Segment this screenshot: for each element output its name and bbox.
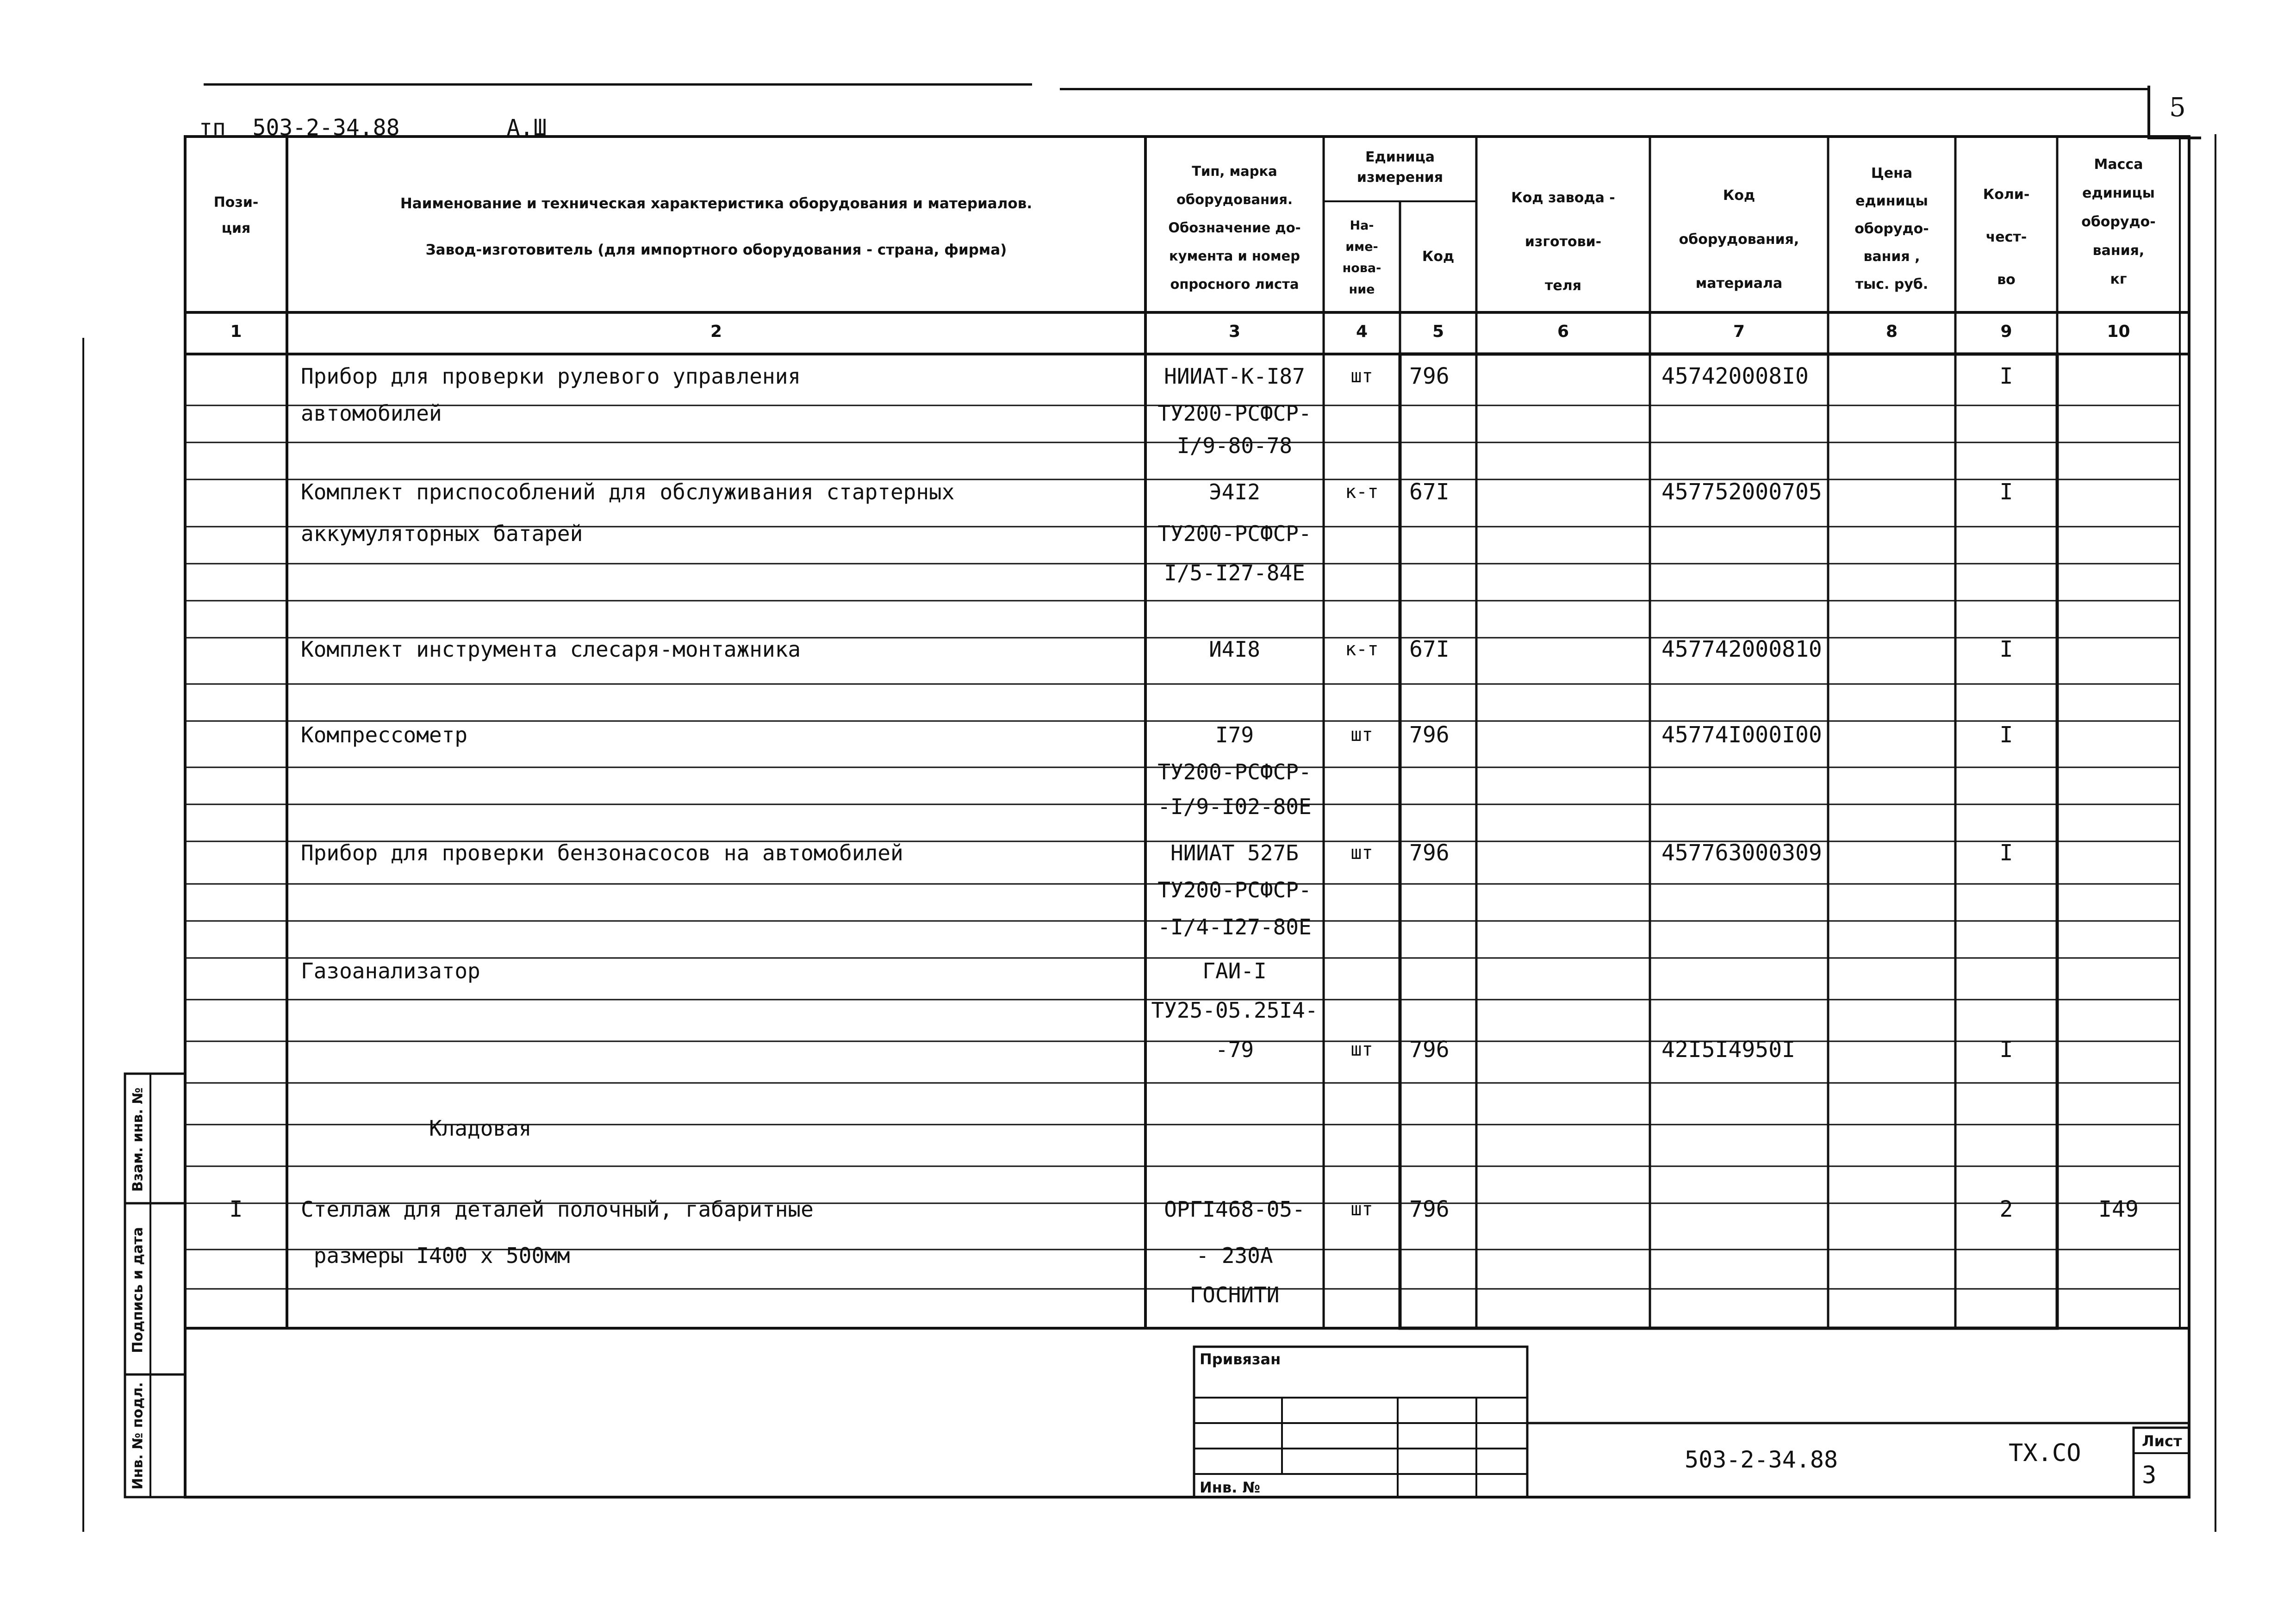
col-number: 8 — [1885, 322, 1898, 341]
cell-type: - 230А — [1196, 1243, 1273, 1268]
cell-name: Кладовая — [301, 1116, 532, 1141]
cell-pos: I — [229, 1196, 243, 1222]
cell-unit: шт — [1350, 1199, 1373, 1220]
cell-unit: к-т — [1345, 481, 1379, 503]
footer-doc-number: 503-2-34.88 — [1685, 1446, 1838, 1473]
cell-type: НИИАТ-К-I87 — [1164, 364, 1305, 389]
cell-type: ТУ200-РСФСР- — [1157, 521, 1312, 546]
cell-eq: 457752000705 — [1661, 479, 1822, 505]
col-number: 6 — [1557, 322, 1569, 341]
col-header-pos: Пози- ция — [213, 194, 259, 236]
cell-name: Комплект инструмента слесаря-монтажника — [301, 637, 801, 662]
side-stamp-signature-date: Подпись и дата — [130, 1227, 146, 1353]
cell-eq: 42I5I4950I — [1661, 1037, 1795, 1063]
cell-name: Стеллаж для деталей полочный, габаритные — [301, 1197, 814, 1222]
col-number: 3 — [1228, 322, 1241, 341]
cell-qty: I — [1999, 636, 2013, 662]
cell-name: Газоанализатор — [301, 958, 480, 983]
footer-doc-code: ТХ.СО — [2009, 1439, 2081, 1467]
cell-type: ГОСНИТИ — [1189, 1282, 1280, 1307]
cell-ucode: 796 — [1409, 363, 1450, 389]
side-stamp-vzam-inv: Взам. инв. № — [130, 1087, 146, 1192]
cell-eq: 457763000309 — [1661, 840, 1822, 866]
cell-qty: I — [1999, 1037, 2013, 1063]
cell-unit: шт — [1350, 842, 1373, 864]
cell-unit: шт — [1350, 366, 1373, 387]
col-number: 4 — [1356, 322, 1368, 341]
cell-ucode: 67I — [1409, 636, 1450, 662]
col-number: 5 — [1432, 322, 1444, 341]
col-header-price: Цена единицы оборудо- вания , тыс. руб. — [1854, 165, 1929, 292]
cell-type: И4I8 — [1209, 637, 1260, 662]
col-header-mass: Масса единицы оборудо- вания, кг — [2081, 156, 2156, 287]
cell-type: ГАИ-I — [1202, 958, 1267, 983]
col-number: 7 — [1733, 322, 1745, 341]
footer-privyazan: Привязан — [1200, 1350, 1281, 1368]
cell-eq: 457420008I0 — [1661, 363, 1809, 389]
cell-type: -I/9-I02-80Е — [1157, 794, 1312, 819]
col-header-type: Тип, марка оборудования. Обозначение до- кумента и номер опросного листа — [1168, 163, 1301, 292]
cell-type: I79 — [1215, 722, 1254, 747]
cell-mass: I49 — [2098, 1196, 2139, 1222]
document-code: тп 503-2-34.88 А.Ш — [199, 115, 547, 141]
cell-type: ТУ200-РСФСР- — [1157, 401, 1312, 426]
cell-type: Э4I2 — [1209, 479, 1260, 504]
cell-type: НИИАТ 527Б — [1170, 840, 1299, 865]
cell-name: автомобилей — [301, 401, 442, 426]
page-number: 5 — [2169, 93, 2186, 123]
col-number: 2 — [710, 322, 722, 341]
cell-unit: шт — [1350, 724, 1373, 746]
cell-unit: шт — [1350, 1039, 1373, 1060]
cell-qty: 2 — [1999, 1196, 2013, 1222]
col-header-factory: Код завода - изготови- теля — [1511, 190, 1615, 294]
cell-ucode: 796 — [1409, 1037, 1450, 1063]
col-header-unit-code: Код — [1422, 249, 1455, 265]
cell-name: размеры I400 х 500мм — [301, 1243, 570, 1268]
cell-type: ТУ200-РСФСР- — [1157, 877, 1312, 902]
cell-name: Прибор для проверки рулевого управления — [301, 364, 801, 389]
col-header-qty: Коли- чест- во — [1983, 187, 2030, 288]
cell-qty: I — [1999, 722, 2013, 748]
cell-eq: 45774I000I00 — [1661, 722, 1822, 748]
cell-type: ТУ25-05.25I4- — [1151, 998, 1318, 1023]
col-header-unit-name: На- име- нова- ние — [1342, 218, 1381, 297]
cell-ucode: 796 — [1409, 1196, 1450, 1222]
col-number: 1 — [230, 322, 242, 341]
col-header-unit: Единица измерения — [1356, 149, 1444, 186]
side-stamp-inv-podl: Инв. № подл. — [130, 1382, 146, 1490]
cell-eq: 457742000810 — [1661, 636, 1822, 662]
cell-type: -I/4-I27-80Е — [1157, 914, 1312, 939]
cell-ucode: 796 — [1409, 722, 1450, 748]
cell-type: -79 — [1215, 1037, 1254, 1062]
cell-name: Комплект приспособлений для обслуживания стартерных — [301, 479, 955, 504]
col-number: 9 — [2000, 322, 2012, 341]
footer-sheet-label: Лист — [2142, 1432, 2182, 1450]
cell-qty: I — [1999, 840, 2013, 866]
footer-inv-no: Инв. № — [1200, 1479, 1260, 1496]
cell-qty: I — [1999, 363, 2013, 389]
col-number: 10 — [2107, 322, 2130, 341]
cell-name: аккумуляторных батарей — [301, 521, 583, 546]
cell-type: ОРГI468-05- — [1164, 1197, 1305, 1222]
cell-type: I/5-I27-84Е — [1164, 560, 1305, 585]
cell-name: Прибор для проверки бензонасосов на автомобилей — [301, 840, 903, 865]
col-header-eq-code: Код оборудования, материала — [1679, 187, 1799, 292]
cell-type: ТУ200-РСФСР- — [1157, 759, 1312, 784]
cell-ucode: 796 — [1409, 840, 1450, 866]
cell-qty: I — [1999, 479, 2013, 505]
cell-type: I/9-80-78 — [1176, 433, 1293, 458]
footer-sheet-number: 3 — [2142, 1461, 2157, 1489]
cell-name: Компрессометр — [301, 722, 468, 747]
cell-ucode: 67I — [1409, 479, 1450, 505]
col-header-name: Наименование и техническая характеристика оборудования и материалов. Завод-изготовитель (для импортного оборудования - страна, фирма) — [400, 195, 1033, 258]
cell-unit: к-т — [1345, 639, 1379, 660]
